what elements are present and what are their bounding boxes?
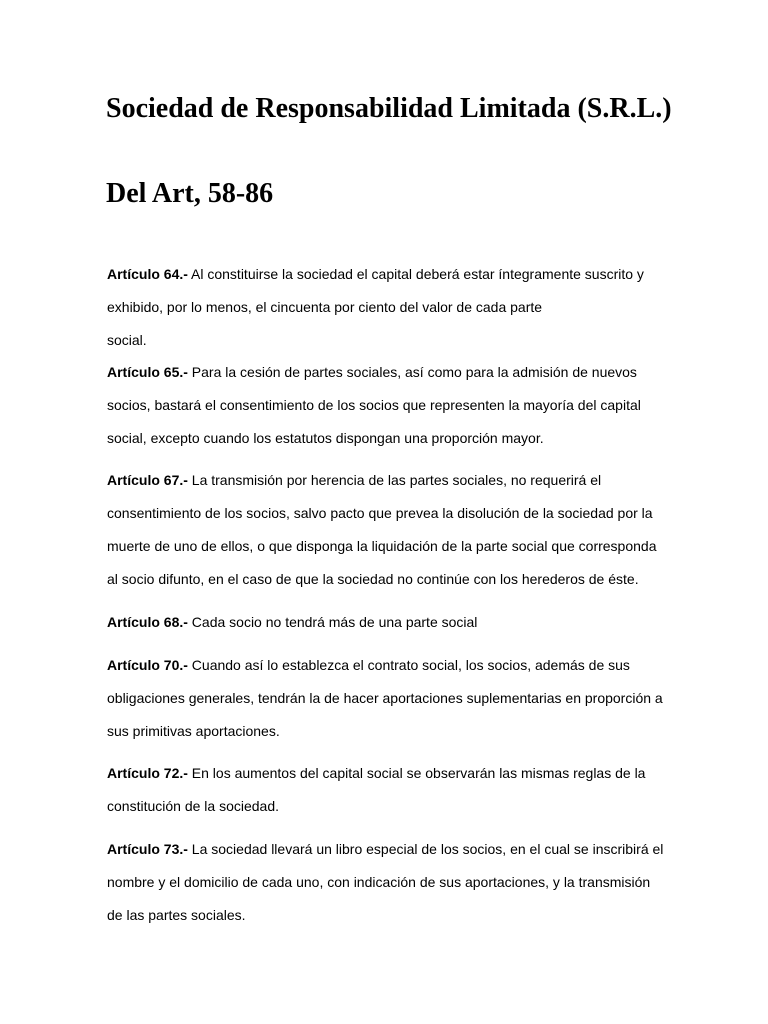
article-72-text: En los aumentos del capital social se observarán las mismas reglas de la (187, 765, 646, 781)
article-65-line-1 (107, 363, 637, 381)
article-73-label: Artículo 73.- (107, 841, 188, 857)
article-68-text: Cada socio no tendrá más de una parte social (187, 614, 478, 630)
article-68-label: Artículo 68.- (107, 614, 188, 630)
article-72-line-2: constitución de la sociedad. (107, 798, 279, 814)
article-73-line-3: de las partes sociales. (107, 907, 246, 923)
article-73-text: La sociedad llevará un libro especial de los socios, en el cual se inscribirá el (187, 841, 664, 857)
article-67-line-2: consentimiento de los socios, salvo pacto que prevea la disolución de la sociedad por la (107, 505, 653, 521)
article-65-text: Para la cesión de partes sociales, así como para la admisión de nuevos (187, 364, 637, 380)
article-73-line-1 (107, 840, 663, 858)
article-68-line-1 (107, 613, 477, 631)
document-title: Sociedad de Responsabilidad Limitada (S.R.L.) (106, 93, 672, 124)
article-67-label: Artículo 67.- (107, 472, 188, 488)
article-70-line-3: sus primitivas aportaciones. (107, 723, 280, 739)
article-64-line-1 (107, 265, 644, 283)
article-72-line-1 (107, 764, 645, 782)
article-67-text: La transmisión por herencia de las partes sociales, no requerirá el (187, 472, 602, 488)
document-subtitle: Del Art, 58-86 (106, 178, 274, 209)
article-67-line-3: muerte de uno de ellos, o que disponga la liquidación de la parte social que corresponda (107, 538, 657, 554)
article-67-line-4: al socio difunto, en el caso de que la sociedad no continúe con los herederos de éste. (107, 571, 639, 587)
article-73-line-2: nombre y el domicilio de cada uno, con indicación de sus aportaciones, y la transmisión (107, 874, 651, 890)
article-65-line-2: socios, bastará el consentimiento de los socios que representen la mayoría del capital (107, 397, 641, 413)
article-70-text: Cuando así lo establezca el contrato social, los socios, además de sus (187, 657, 630, 673)
article-64-line-2: exhibido, por lo menos, el cincuenta por ciento del valor de cada parte (107, 299, 543, 315)
article-65-line-3: social, excepto cuando los estatutos dispongan una proporción mayor. (107, 430, 544, 446)
article-70-line-1 (107, 656, 630, 674)
article-64-label: Artículo 64.- (107, 266, 188, 282)
article-72-label: Artículo 72.- (107, 765, 188, 781)
article-70-line-2: obligaciones generales, tendrán la de hacer aportaciones suplementarias en proporción a (107, 690, 663, 706)
article-70-label: Artículo 70.- (107, 657, 188, 673)
article-67-line-1 (107, 471, 601, 489)
article-64-line-3: social. (107, 332, 147, 348)
article-65-label: Artículo 65.- (107, 364, 188, 380)
article-64-text: Al constituirse la sociedad el capital deberá estar íntegramente suscrito y (187, 266, 644, 282)
